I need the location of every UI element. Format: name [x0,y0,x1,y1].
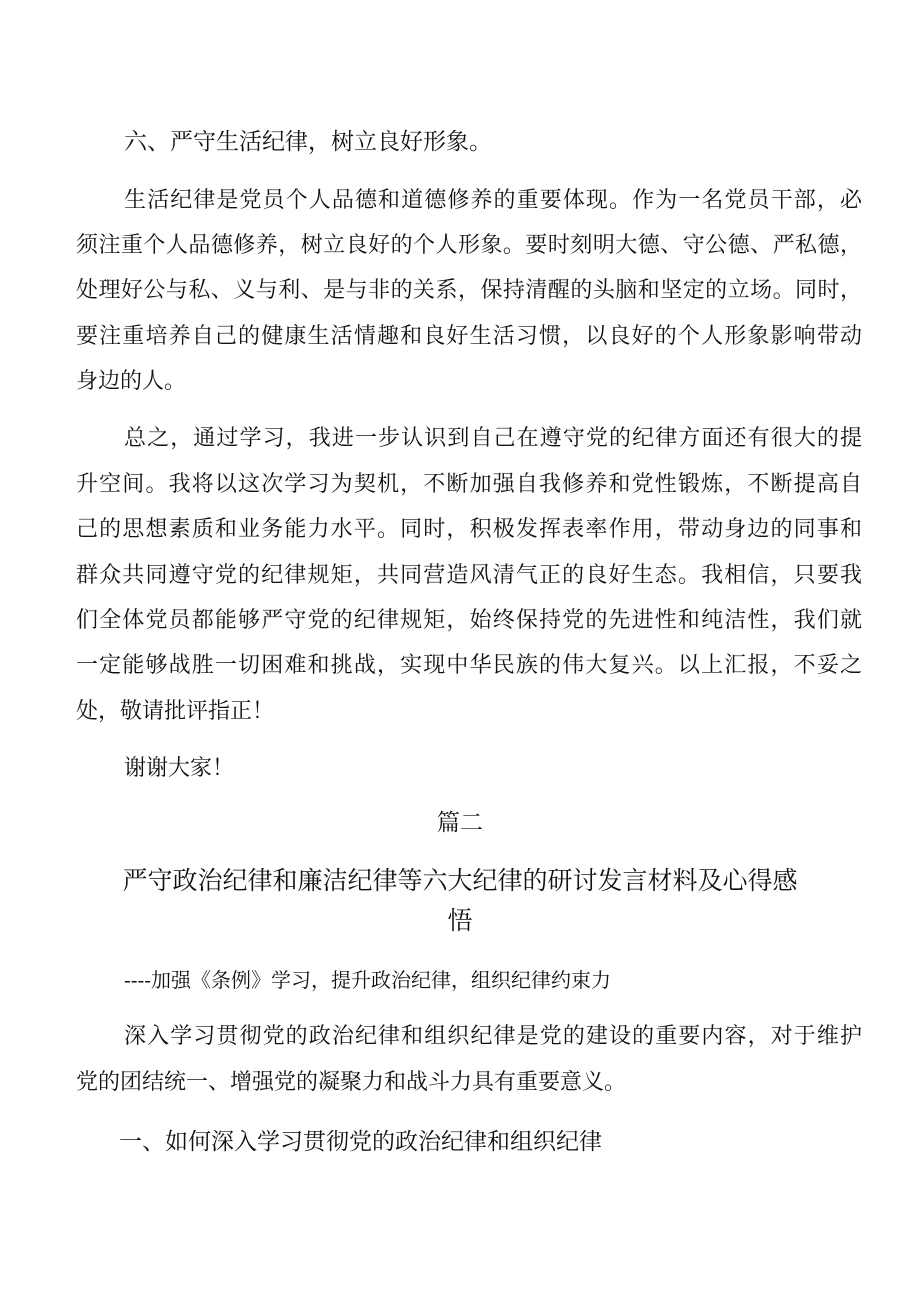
paragraph-line: 群众共同遵守党的纪律规矩，共同营造风清气正的良好生态。我相信，只要我 [76,563,862,588]
document-title: 悟 [447,906,473,935]
section-heading: 一、如何深入学习贯彻党的政治纪律和组织纪律 [119,1129,602,1155]
paragraph-line: 党的团结统一、增强党的凝聚力和战斗力具有重要意义。 [76,1070,627,1095]
document-title: 严守政治纪律和廉洁纪律等六大纪律的研讨发言材料及心得感 [122,866,798,895]
paragraph-line: 深入学习贯彻党的政治纪律和组织纪律是党的建设的重要内容，对于维护 [124,1024,862,1049]
paragraph-line: 处理好公与私、义与利、是与非的关系，保持清醒的头脑和坚定的立场。同时， [76,278,862,303]
paragraph-line: 升空间。我将以这次学习为契机，不断加强自我修养和党性锻炼，不断提高自 [76,472,862,497]
part-label: 篇二 [437,810,483,836]
paragraph-line: 处，敬请批评指正！ [76,699,275,724]
paragraph-line: 总之，通过学习，我进一步认识到自己在遵守党的纪律方面还有很大的提 [124,426,862,451]
paragraph-line: 须注重个人品德修养，树立良好的个人形象。要时刻明大德、守公德、严私德， [76,233,862,258]
paragraph-line: 一定能够战胜一切困难和挑战，实现中华民族的伟大复兴。以上汇报，不妥之 [76,653,862,678]
paragraph-line: 生活纪律是党员个人品德和道德修养的重要体现。作为一名党员干部，必 [124,188,862,213]
paragraph-line: 身边的人。 [76,369,187,394]
section-heading: 六、严守生活纪律，树立良好形象。 [124,129,492,155]
document-subtitle: ----加强《条例》学习，提升政治纪律，组织纪律约束力 [124,968,612,992]
paragraph-line: 们全体党员都能够严守党的纪律规矩，始终保持党的先进性和纯洁性，我们就 [76,608,862,633]
closing-line: 谢谢大家！ [124,756,235,781]
paragraph-line: 要注重培养自己的健康生活情趣和良好生活习惯，以良好的个人形象影响带动 [76,324,862,349]
paragraph-line: 己的思想素质和业务能力水平。同时，积极发挥表率作用，带动身边的同事和 [76,517,862,542]
